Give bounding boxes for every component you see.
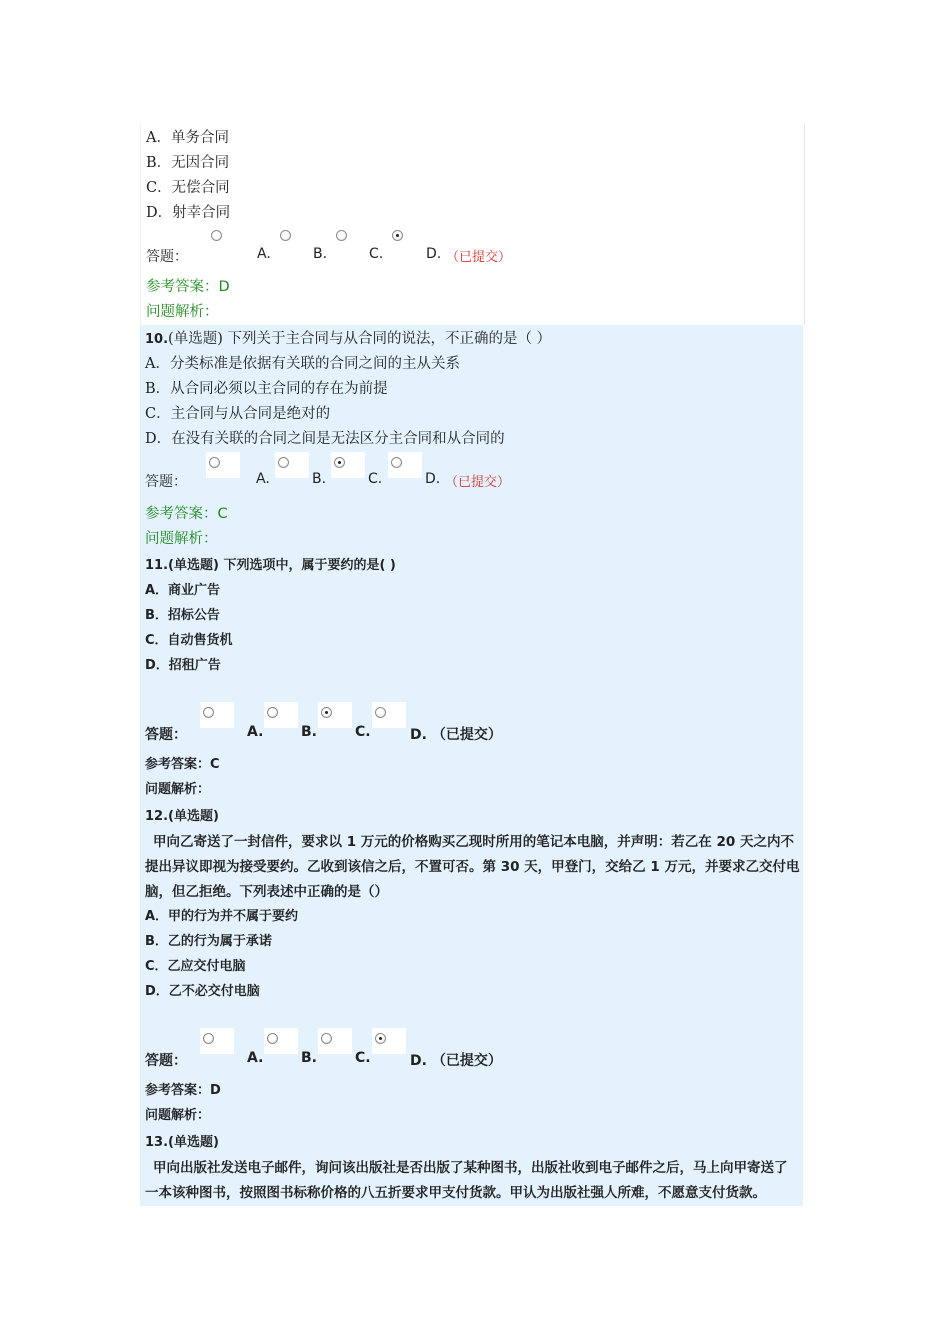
q12-radio-box-a xyxy=(200,1028,234,1054)
q10-choice-c: C. xyxy=(368,471,383,487)
q11-radio-b[interactable] xyxy=(267,707,278,718)
q12-option-c: C．乙应交付电脑 xyxy=(145,959,246,974)
question-9-block xyxy=(140,124,805,325)
q11-choice-c: C. xyxy=(355,724,371,740)
q12-option-b: B．乙的行为属于承诺 xyxy=(145,934,272,949)
q9-analysis-label: 问题解析： xyxy=(146,304,219,320)
q11-analysis-label: 问题解析： xyxy=(145,782,211,797)
q11-radio-box-b xyxy=(264,702,298,728)
q10-radio-d[interactable] xyxy=(391,457,402,468)
q9-option-c: C．无偿合同 xyxy=(146,180,230,196)
q12-choice-a: A. xyxy=(247,1050,264,1066)
q11-option-c: C．自动售货机 xyxy=(145,633,233,648)
q9-radio-c[interactable] xyxy=(336,230,347,241)
q12-title: 12.(单选题) xyxy=(145,809,219,824)
q9-option-b: B．无因合同 xyxy=(146,155,230,171)
q11-radio-box-c xyxy=(318,702,352,728)
q13-body: 甲向出版社发送电子邮件，询问该出版社是否出版了某种图书，出版社收到电子邮件之后，马上向甲寄送了一本该种图书，按照图书标称价格的八五折要求甲支付货款。甲认为出版社强人所难，不愿意支付货款。 xyxy=(145,1160,788,1201)
q11-answer-row xyxy=(140,702,803,752)
q10-option-c: C．主合同与从合同是绝对的 xyxy=(145,406,331,422)
q12-radio-box-b xyxy=(264,1028,298,1054)
q10-reference-answer: 参考答案：C xyxy=(145,506,228,522)
q12-radio-d[interactable] xyxy=(375,1033,386,1044)
q10-radio-c[interactable] xyxy=(334,457,345,468)
q12-reference-answer: 参考答案：D xyxy=(145,1083,221,1098)
q10-option-a: A．分类标准是依据有关联的合同之间的主从关系 xyxy=(145,356,460,372)
q9-option-a: A．单务合同 xyxy=(146,130,229,146)
q9-radio-b[interactable] xyxy=(280,230,291,241)
q10-number: 10. xyxy=(145,332,169,347)
q10-radio-b[interactable] xyxy=(278,457,289,468)
q11-radio-box-a xyxy=(200,702,234,728)
q11-answer-label: 答题： xyxy=(145,727,187,743)
q12-radio-c[interactable] xyxy=(321,1033,332,1044)
q11-option-d: D．招租广告 xyxy=(145,658,221,673)
q10-answer-row xyxy=(140,452,803,502)
q10-option-b: B．从合同必须以主合同的存在为前提 xyxy=(145,381,388,397)
q10-choice-d: D. xyxy=(425,471,441,487)
q9-radio-d[interactable] xyxy=(392,230,403,241)
q12-radio-box-c xyxy=(318,1028,352,1054)
q9-answer-row xyxy=(141,228,804,278)
q9-choice-b: B. xyxy=(313,246,328,262)
q11-radio-c[interactable] xyxy=(321,707,332,718)
q12-answer-label: 答题： xyxy=(145,1053,187,1069)
q11-radio-d[interactable] xyxy=(375,707,386,718)
q10-option-d: D．在没有关联的合同之间是无法区分主合同和从合同的 xyxy=(145,431,505,447)
q12-answer-row xyxy=(140,1028,803,1078)
q9-radio-a[interactable] xyxy=(211,230,222,241)
q11-reference-answer: 参考答案：C xyxy=(145,757,220,772)
q10-submitted-status: （已提交） xyxy=(445,475,511,490)
q9-option-d: D．射幸合同 xyxy=(146,205,231,221)
q10-text: (单选题) 下列关于主合同与从合同的说法，不正确的是（ ） xyxy=(168,331,552,347)
q12-radio-a[interactable] xyxy=(203,1033,214,1044)
q12-analysis-label: 问题解析： xyxy=(145,1108,211,1123)
q13-title: 13.(单选题) xyxy=(145,1135,219,1150)
q12-choice-d: D. （已提交） xyxy=(410,1053,502,1069)
q11-title: 11.(单选题) 下列选项中，属于要约的是( ) xyxy=(145,558,396,573)
q11-radio-a[interactable] xyxy=(203,707,214,718)
q12-option-d: D．乙不必交付电脑 xyxy=(145,984,260,999)
q10-radio-box-c xyxy=(331,452,365,478)
q9-reference-answer: 参考答案：D xyxy=(146,279,230,295)
q10-radio-a[interactable] xyxy=(209,457,220,468)
q10-analysis-label: 问题解析： xyxy=(145,531,218,547)
questions-block xyxy=(140,325,803,1206)
q12-radio-b[interactable] xyxy=(267,1033,278,1044)
q12-radio-box-d xyxy=(372,1028,406,1054)
q10-choice-a: A. xyxy=(256,471,270,487)
q11-option-b: B．招标公告 xyxy=(145,608,220,623)
q9-answer-label: 答题： xyxy=(146,249,188,265)
q11-choice-a: A. xyxy=(247,724,264,740)
q10-radio-box-d xyxy=(388,452,422,478)
q10-answer-label: 答题： xyxy=(145,474,187,490)
q9-choice-d: D. xyxy=(426,246,442,262)
q12-choice-c: C. xyxy=(355,1050,371,1066)
q11-radio-box-d xyxy=(372,702,406,728)
q9-choice-c: C. xyxy=(369,246,384,262)
q11-choice-b: B. xyxy=(301,724,317,740)
q10-radio-box-a xyxy=(206,452,240,478)
q10-choice-b: B. xyxy=(312,471,327,487)
q10-title xyxy=(145,329,551,350)
q10-radio-box-b xyxy=(275,452,309,478)
q9-submitted-status: （已提交） xyxy=(446,250,512,265)
q11-option-a: A．商业广告 xyxy=(145,583,221,598)
q12-body: 甲向乙寄送了一封信件，要求以 1 万元的价格购买乙现时所用的笔记本电脑，并声明：若乙在 20 天之内不提出异议即视为接受要约。乙收到该信之后，不置可否。第 30 天，甲登门，交给乙 1 万元，并要求乙交付电脑，但乙拒绝。下列表述中正确的是（） xyxy=(145,834,800,900)
q12-choice-b: B. xyxy=(301,1050,317,1066)
q9-choice-a: A. xyxy=(257,246,271,262)
q12-option-a: A．甲的行为并不属于要约 xyxy=(145,909,299,924)
q11-choice-d: D. （已提交） xyxy=(410,727,502,743)
